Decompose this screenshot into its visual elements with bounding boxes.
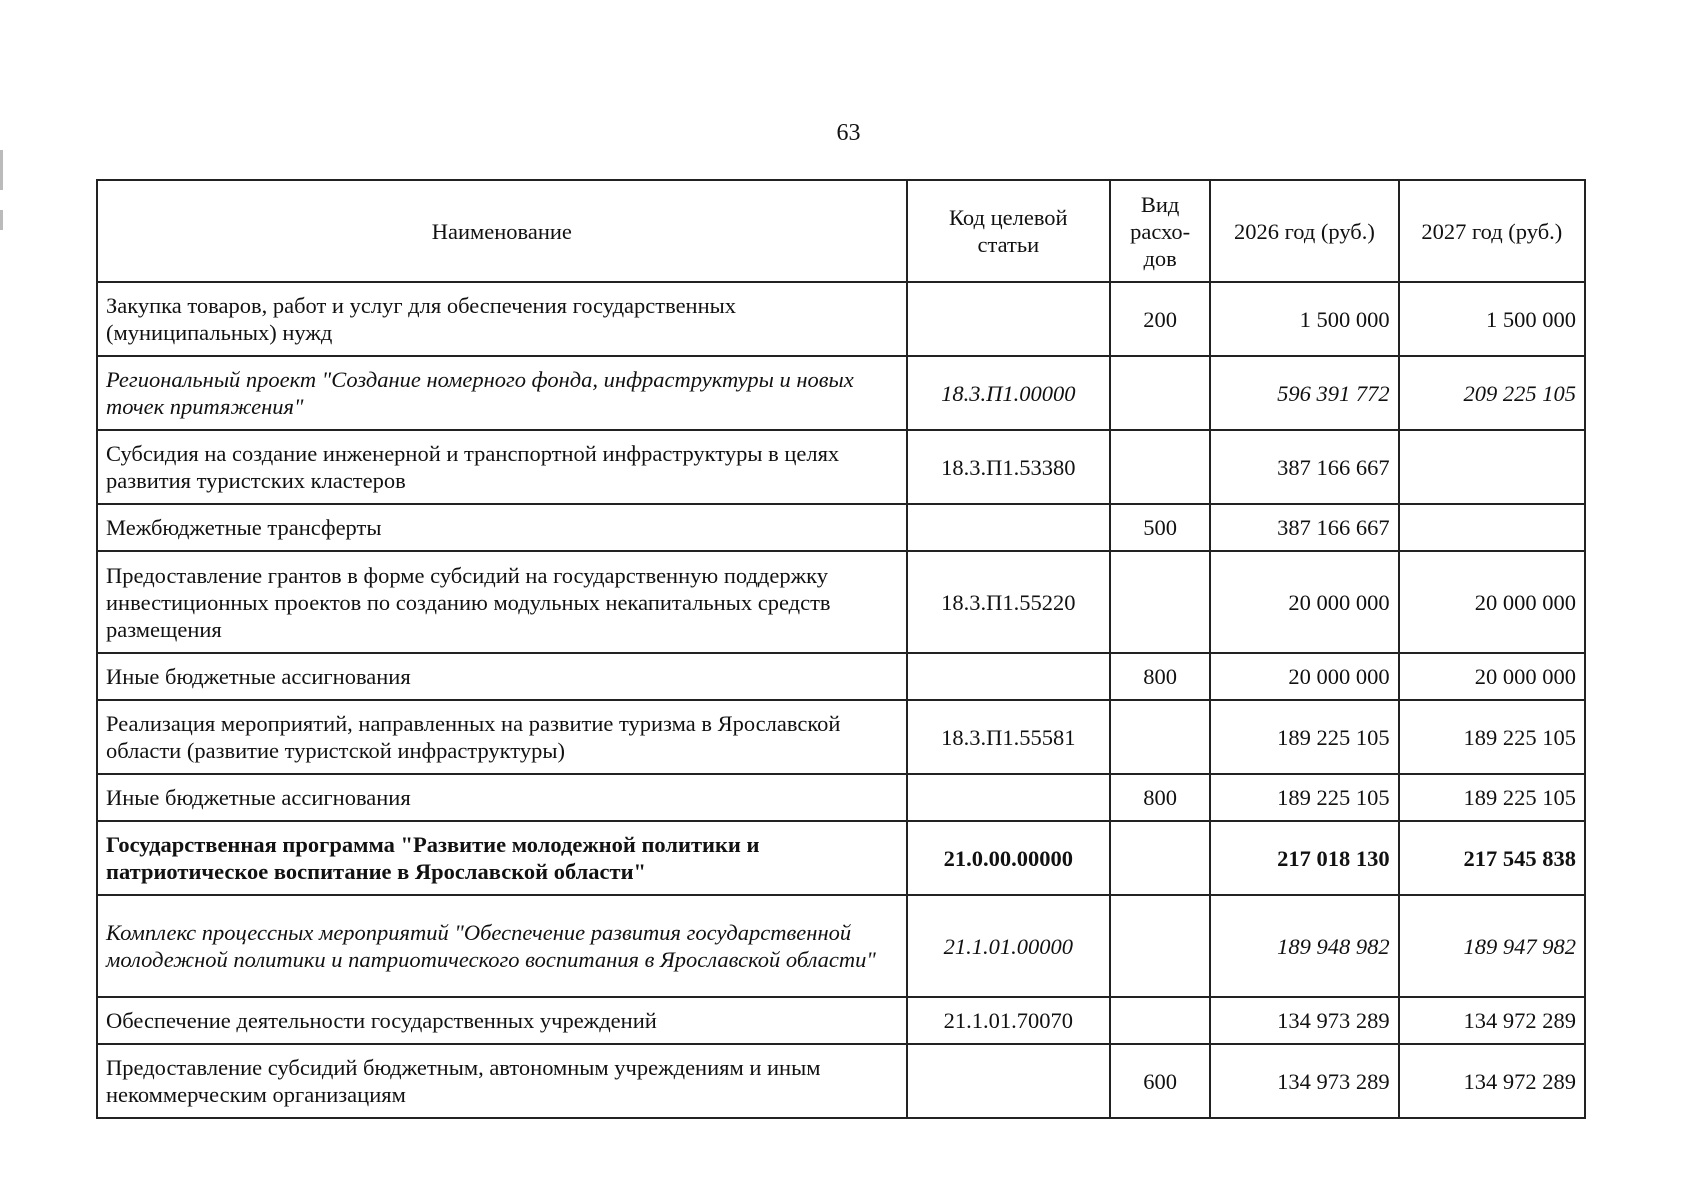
cell-2026: 134 973 289 [1210, 997, 1398, 1044]
scan-edge-mark [0, 210, 3, 230]
cell-kind [1110, 356, 1210, 430]
header-name: Наименование [97, 180, 907, 282]
cell-2027: 189 947 982 [1399, 895, 1585, 997]
table-header-row [97, 180, 1585, 282]
table-row [97, 356, 1585, 430]
cell-kind [1110, 430, 1210, 504]
header-2026: 2026 год (руб.) [1210, 180, 1398, 282]
cell-code [907, 653, 1110, 700]
cell-2026: 20 000 000 [1210, 653, 1398, 700]
cell-code: 21.0.00.00000 [907, 821, 1110, 895]
cell-2027 [1399, 430, 1585, 504]
cell-name: Межбюджетные трансферты [97, 504, 907, 551]
cell-2027: 134 972 289 [1399, 997, 1585, 1044]
cell-kind: 800 [1110, 774, 1210, 821]
cell-kind [1110, 997, 1210, 1044]
cell-name: Иные бюджетные ассигнования [97, 653, 907, 700]
cell-name: Региональный проект "Создание номерного фонда, инфраструктуры и новых точек притяжения" [97, 356, 907, 430]
table-row [97, 997, 1585, 1044]
cell-code [907, 1044, 1110, 1118]
cell-code [907, 282, 1110, 356]
cell-2027: 20 000 000 [1399, 653, 1585, 700]
cell-2027: 20 000 000 [1399, 551, 1585, 653]
table-row [97, 504, 1585, 551]
cell-code: 21.1.01.00000 [907, 895, 1110, 997]
header-kind: Вид расхо-дов [1110, 180, 1210, 282]
cell-2027: 1 500 000 [1399, 282, 1585, 356]
table-row [97, 895, 1585, 997]
cell-2027: 217 545 838 [1399, 821, 1585, 895]
cell-name: Предоставление грантов в форме субсидий на государственную поддержку инвестиционных проектов по созданию модульных некапитальных средств размещения [97, 551, 907, 653]
cell-name: Предоставление субсидий бюджетным, автономным учреждениям и иным некоммерческим организациям [97, 1044, 907, 1118]
cell-kind [1110, 895, 1210, 997]
cell-kind: 800 [1110, 653, 1210, 700]
budget-table [96, 179, 1586, 1119]
page-number: 63 [836, 120, 861, 146]
cell-code [907, 774, 1110, 821]
table-row [97, 821, 1585, 895]
table-row [97, 282, 1585, 356]
cell-2027: 134 972 289 [1399, 1044, 1585, 1118]
cell-kind [1110, 821, 1210, 895]
cell-kind [1110, 551, 1210, 653]
cell-2026: 189 225 105 [1210, 774, 1398, 821]
table-row [97, 551, 1585, 653]
table-row [97, 700, 1585, 774]
cell-name: Иные бюджетные ассигнования [97, 774, 907, 821]
cell-name: Реализация мероприятий, направленных на развитие туризма в Ярославской области (развитие туристской инфраструктуры) [97, 700, 907, 774]
cell-2027: 189 225 105 [1399, 774, 1585, 821]
scan-edge-mark [0, 150, 3, 190]
cell-2026: 134 973 289 [1210, 1044, 1398, 1118]
cell-code: 18.3.П1.55581 [907, 700, 1110, 774]
cell-name: Государственная программа "Развитие молодежной политики и патриотическое воспитание в Ярославской области" [97, 821, 907, 895]
cell-name: Субсидия на создание инженерной и транспортной инфраструктуры в целях развития туристских кластеров [97, 430, 907, 504]
cell-code [907, 504, 1110, 551]
cell-kind [1110, 700, 1210, 774]
cell-2026: 1 500 000 [1210, 282, 1398, 356]
cell-code: 18.3.П1.55220 [907, 551, 1110, 653]
cell-2027: 189 225 105 [1399, 700, 1585, 774]
cell-2026: 189 948 982 [1210, 895, 1398, 997]
cell-name: Комплекс процессных мероприятий "Обеспечение развития государственной молодежной политики и патриотического воспитания в Ярославской области" [97, 895, 907, 997]
table-row [97, 774, 1585, 821]
cell-kind: 200 [1110, 282, 1210, 356]
cell-2026: 596 391 772 [1210, 356, 1398, 430]
header-code: Код целевой статьи [907, 180, 1110, 282]
table-row [97, 430, 1585, 504]
cell-kind: 500 [1110, 504, 1210, 551]
cell-2026: 387 166 667 [1210, 430, 1398, 504]
cell-code: 18.3.П1.53380 [907, 430, 1110, 504]
cell-2026: 189 225 105 [1210, 700, 1398, 774]
table-row [97, 653, 1585, 700]
cell-2027: 209 225 105 [1399, 356, 1585, 430]
table-row [97, 1044, 1585, 1118]
cell-kind: 600 [1110, 1044, 1210, 1118]
cell-2026: 217 018 130 [1210, 821, 1398, 895]
cell-2027 [1399, 504, 1585, 551]
cell-code: 21.1.01.70070 [907, 997, 1110, 1044]
cell-code: 18.3.П1.00000 [907, 356, 1110, 430]
cell-2026: 20 000 000 [1210, 551, 1398, 653]
cell-name: Обеспечение деятельности государственных учреждений [97, 997, 907, 1044]
cell-2026: 387 166 667 [1210, 504, 1398, 551]
header-2027: 2027 год (руб.) [1399, 180, 1585, 282]
cell-name: Закупка товаров, работ и услуг для обеспечения государственных (муниципальных) нужд [97, 282, 907, 356]
